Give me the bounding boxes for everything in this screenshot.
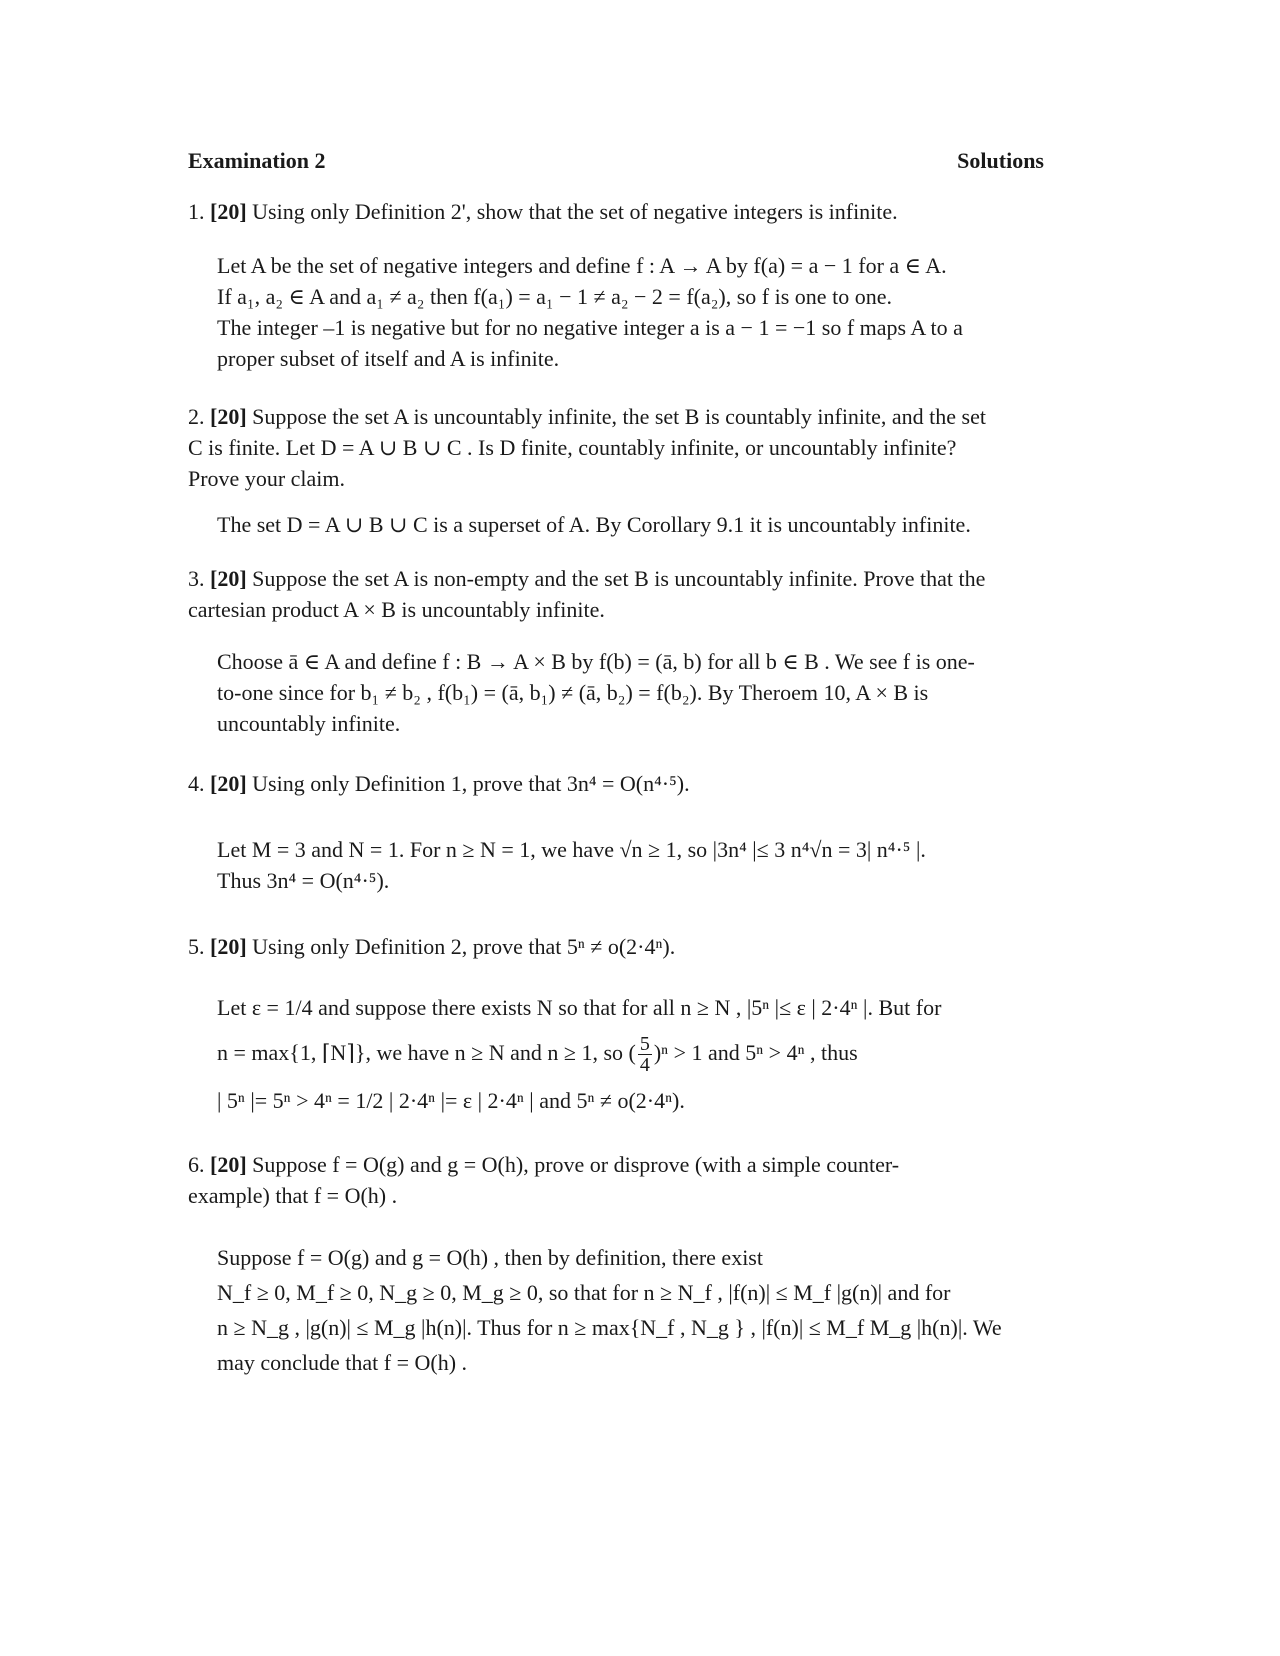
fraction-denominator: 4 — [639, 1054, 650, 1077]
answer-text: n = max{1, ⌈N⌉}, we have n ≥ N and n ≥ 1, so ( — [217, 1040, 636, 1065]
problem-5-answer — [217, 992, 1072, 1116]
answer-line: Let ε = 1/4 and suppose there exists N so that for all n ≥ N , |5ⁿ |≤ ε | 2·4ⁿ |. But for — [217, 995, 942, 1020]
problem-3-question — [188, 563, 1068, 625]
problem-number: 2. — [188, 404, 205, 429]
answer-line: The set D = A ∪ B ∪ C is a superset of A. By Corollary 9.1 it is uncountably infinite. — [217, 512, 971, 537]
question-line: Prove your claim. — [188, 466, 346, 491]
answer-line: N_f ≥ 0, M_f ≥ 0, N_g ≥ 0, M_g ≥ 0, so that for n ≥ N_f , |f(n)| ≤ M_f |g(n)| and for — [217, 1280, 951, 1305]
problem-3-answer — [217, 646, 1072, 739]
problem-4-question — [188, 768, 1068, 799]
fraction-numerator: 5 — [639, 1033, 650, 1056]
problem-4-answer — [217, 834, 1072, 896]
problem-5-question — [188, 931, 1068, 962]
question-line: Using only Definition 2', show that the set of negative integers is infinite. — [252, 199, 898, 224]
question-line: Using only Definition 1, prove that 3n⁴ = O(n⁴·⁵). — [252, 771, 690, 796]
question-line: example) that f = O(h) . — [188, 1183, 398, 1208]
answer-line: | 5ⁿ |= 5ⁿ > 4ⁿ = 1/2 | 2·4ⁿ |= ε | 2·4ⁿ | and 5ⁿ ≠ o(2·4ⁿ). — [217, 1088, 685, 1114]
problem-points: [20] — [210, 771, 247, 796]
answer-line: uncountably infinite. — [217, 711, 401, 736]
answer-line: Suppose f = O(g) and g = O(h) , then by definition, there exist — [217, 1245, 763, 1270]
answer-line: may conclude that f = O(h) . — [217, 1350, 468, 1375]
problem-points: [20] — [210, 934, 247, 959]
question-line: cartesian product A × B is uncountably infinite. — [188, 597, 605, 622]
question-line: Using only Definition 2, prove that 5ⁿ ≠ o(2·4ⁿ). — [252, 934, 676, 959]
question-line: Suppose the set A is uncountably infinite, the set B is countably infinite, and the set — [252, 404, 986, 429]
problem-points: [20] — [210, 199, 247, 224]
answer-line-with-fraction — [217, 1033, 1072, 1075]
problem-points: [20] — [210, 404, 247, 429]
document-subtitle: Solutions — [957, 148, 1044, 173]
question-line: C is finite. Let D = A ∪ B ∪ C . Is D finite, countably infinite, or uncountably infinite? — [188, 435, 957, 460]
answer-line: Let M = 3 and N = 1. For n ≥ N = 1, we have √n ≥ 1, so |3n⁴ |≤ 3 n⁴√n = 3| n⁴·⁵ |. — [217, 837, 926, 862]
document-title: Examination 2 — [188, 148, 326, 173]
problem-2-answer — [217, 509, 1072, 540]
question-line: Suppose the set A is non-empty and the set B is uncountably infinite. Prove that the — [252, 566, 986, 591]
fraction — [638, 1034, 652, 1075]
answer-line: proper subset of itself and A is infinite. — [217, 346, 560, 371]
answer-line: Let A be the set of negative integers and define f : A → A by f(a) = a − 1 for a ∈ A. — [217, 253, 947, 278]
problem-number: 5. — [188, 934, 205, 959]
answer-line: Choose ā ∈ A and define f : B → A × B by f(b) = (ā, b) for all b ∈ B . We see f is one- — [217, 649, 975, 674]
problem-1-answer — [217, 250, 1072, 374]
answer-line: If a₁, a₂ ∈ A and a₁ ≠ a₂ then f(a₁) = a₁ − 1 ≠ a₂ − 2 = f(a₂), so f is one to one. — [217, 284, 892, 309]
problem-6-question — [188, 1149, 1068, 1211]
problem-1-question — [188, 196, 1068, 227]
document-header — [188, 148, 1044, 174]
problem-6-answer — [217, 1240, 1072, 1380]
problem-number: 1. — [188, 199, 205, 224]
problem-2-question — [188, 401, 1068, 494]
answer-line: n ≥ N_g , |g(n)| ≤ M_g |h(n)|. Thus for n ≥ max{N_f , N_g } , |f(n)| ≤ M_f M_g |h(n)|. We — [217, 1315, 1002, 1340]
question-line: Suppose f = O(g) and g = O(h), prove or disprove (with a simple counter- — [252, 1152, 900, 1177]
problem-number: 3. — [188, 566, 205, 591]
problem-number: 6. — [188, 1152, 205, 1177]
answer-line: The integer –1 is negative but for no negative integer a is a − 1 = −1 so f maps A to a — [217, 315, 963, 340]
answer-line: to-one since for b₁ ≠ b₂ , f(b₁) = (ā, b₁) ≠ (ā, b₂) = f(b₂). By Theroem 10, A × B is — [217, 680, 929, 705]
problem-points: [20] — [210, 1152, 247, 1177]
problem-number: 4. — [188, 771, 205, 796]
problem-points: [20] — [210, 566, 247, 591]
answer-line: Thus 3n⁴ = O(n⁴·⁵). — [217, 868, 390, 893]
answer-text: )ⁿ > 1 and 5ⁿ > 4ⁿ , thus — [653, 1040, 858, 1065]
